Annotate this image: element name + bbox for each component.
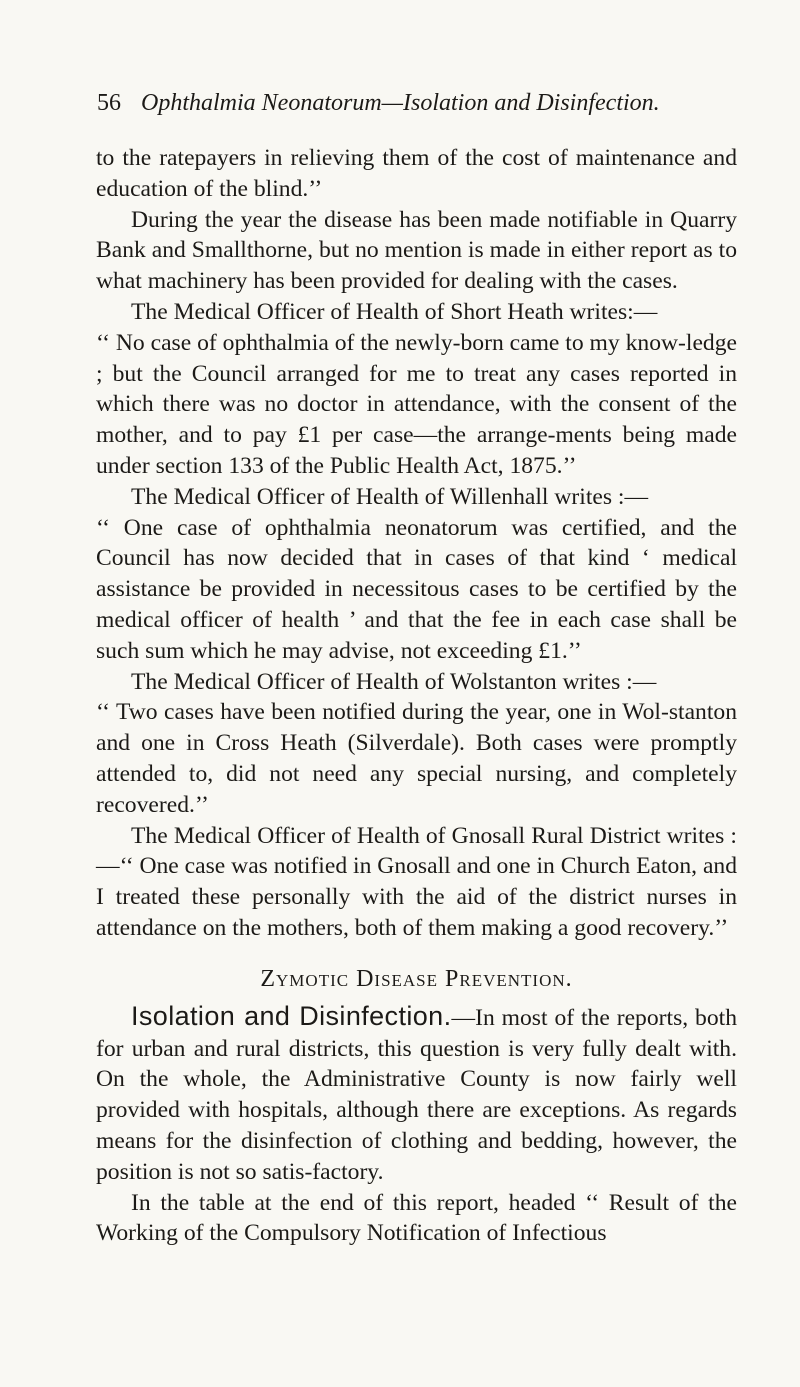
page-number: 56 [97,90,121,116]
section-heading: Zymotic Disease Prevention. [260,965,573,992]
page-header [97,88,697,118]
paragraph-wolstanton-intro: The Medical Officer of Health of Wolstanton writes :— [131,668,657,695]
running-title: Ophthalmia Neonatorum—Isolation and Disinfection. [141,90,660,116]
paragraph-table-reference: In the table at the end of this report, headed ‘‘ Result of the Working of the Compulsory Notification of Infectious [96,1189,737,1247]
quote-wolstanton: ‘‘ Two cases have been notified during the year, one in Wol-stanton and one in Cross Heath (Silverdale). Both cases were promptly attended to, did not need any special nursing, and completely recovered.’’ [96,699,737,818]
paragraph-continuation: to the ratepayers in relieving them of the cost of maintenance and education of the blind.’’ [96,145,737,202]
body-text [96,143,737,1249]
quote-short-heath: ‘‘ No case of ophthalmia of the newly-born came to my know-ledge ; but the Council arranged for me to treat any cases reported in which there was no doctor in attendance, with the consent of the mother, and to pay £1 per case—the arrange-ments being made under section 133 of the Public Health Act, 1875.’’ [96,329,737,479]
paragraph-gnosall: The Medical Officer of Health of Gnosall Rural District writes :—‘‘ One case was notified in Gnosall and one in Church Eaton, and I treated these personally with the aid of the district nurses in attendance on the mothers, both of them making a good recovery.’’ [96,822,738,941]
quote-willenhall: ‘‘ One case of ophthalmia neonatorum was certified, and the Council has now decided that in cases of that kind ‘ medical assistance be provided in necessitous cases to be certified by the medical officer of health ’ and that the fee in each case shall be such sum which he may advise, not exceeding £1.’’ [96,514,737,664]
run-in-heading: Isolation and Disinfection. [131,1000,452,1031]
paragraph-short-heath-intro: The Medical Officer of Health of Short Heath writes:— [131,298,658,325]
paragraph-isolation-text: —In most of the reports, both for urban and rural districts, this question is very fully dealt with. On the whole, the Administrative County is now fairly well provided with hospitals, although there are exceptions. As regards means for the disinfection of clothing and bedding, however, the position is not so satis-factory. [96,1004,737,1185]
paragraph-willenhall-intro: The Medical Officer of Health of Willenhall writes :— [131,483,649,510]
paragraph-isolation [96,1001,737,1188]
paragraph-notifiable: During the year the disease has been made notifiable in Quarry Bank and Smallthorne, but no mention is made in either report as to what machinery has been provided for dealing with the cases. [96,206,737,295]
